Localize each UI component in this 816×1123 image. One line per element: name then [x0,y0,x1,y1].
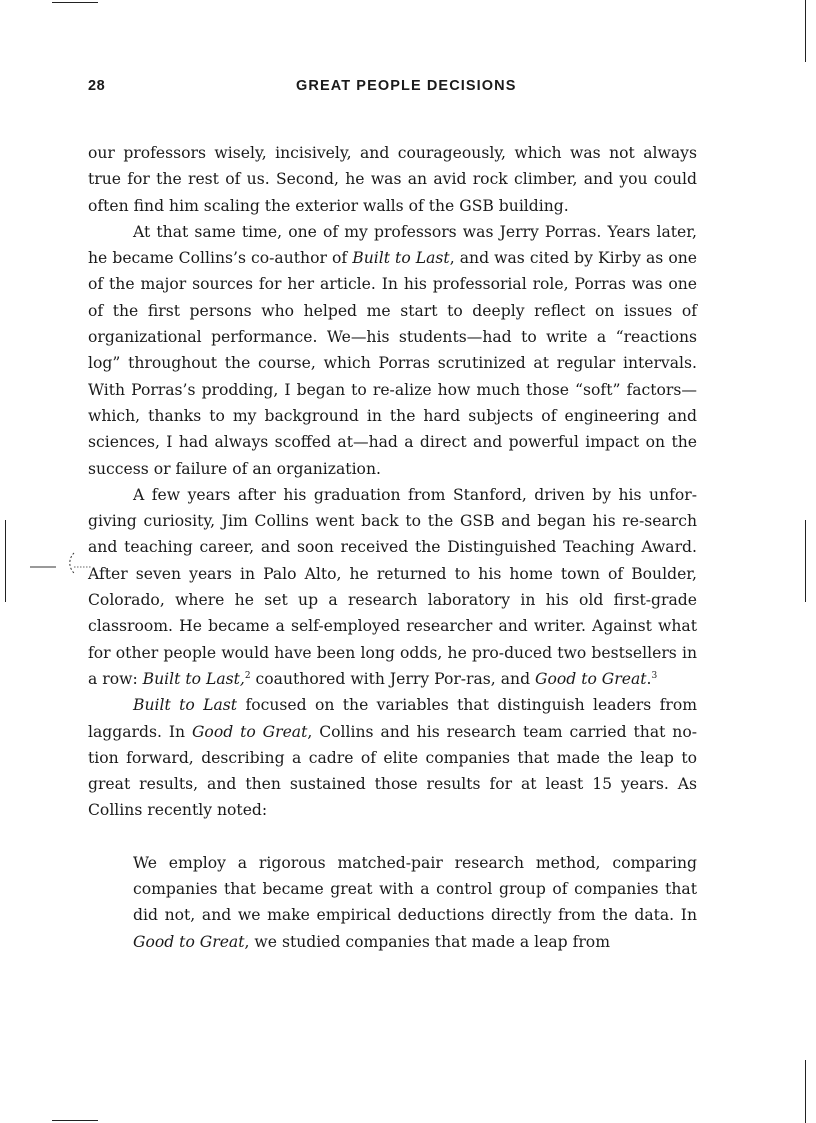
quote-text: We employ a rigorous matched-pair research method, comparing companies that became great with a control group of companies that did not, and we make empirical deductions directly from the data. In [133,853,697,925]
paragraph-2-text: At that same time, one of my professors was Jerry Porras. Years later, he became Collins’s co-author of [88,222,697,268]
quote-paragraph [133,850,697,955]
registration-mark-icon [30,548,92,578]
crop-mark-right-middle [805,520,806,602]
paragraph-3-text: A few years after his graduation from Stanford, driven by his unfor-giving curiosity, Jim Collins went back to the GSB and began his re-search and teaching career, and soon received the Distinguished Teaching Award. After seven years in Palo Alto, he returned to his home town of Boulder, Colorado, where he set up a research laboratory in his old first-grade classroom. He became a self-employed researcher and writer. Against what for other people would have been long odds, he pro-duced two bestsellers in a row: [88,485,697,688]
paragraph-4 [88,692,697,823]
footnote-ref: 3 [651,670,658,681]
block-quote [133,850,697,955]
body-text [88,140,697,955]
crop-mark-top-right [805,0,806,62]
footnote-ref: 2 [244,670,251,681]
book-title: GREAT PEOPLE DECISIONS [296,78,517,94]
page-number: 28 [88,78,106,94]
paragraph-3-text: . [646,669,652,688]
book-title-italic: Good to Great [133,932,245,951]
crop-mark-left-middle [5,520,6,602]
paragraph-3 [88,482,697,692]
crop-mark-top [52,2,98,3]
book-title-italic: Good to Great [191,722,308,741]
paragraph-2-text: , and was cited by Kirby as one of the major sources for her article. In his professorial role, Porras was one of the first persons who helped me start to deeply reflect on issues of organizational performance. We—his students—had to write a “reactions log” throughout the course, which Porras scrutinized at regular intervals. With Porras’s prodding, I began to re-alize how much those “soft” factors—which, thanks to my background in the hard subjects of engineering and sciences, I had always scoffed at—had a direct and powerful impact on the success or failure of an organization. [88,249,698,478]
book-title-italic: Built to Last, [142,669,245,688]
paragraph-4-text: focused on the variables that distinguish leaders from laggards. In [88,696,698,741]
book-title-italic: Good to Great [535,669,647,688]
book-title-italic: Built to Last [352,249,450,268]
paragraph-4-text: , Collins and his research team carried that no-tion forward, describing a cadre of elite companies that made the leap to great results, and then sustained those results for at least 15 years. As Collins recently noted: [88,722,697,820]
crop-mark-bottom-right [805,1060,806,1123]
running-head [88,78,698,100]
crop-mark-bottom [52,1120,98,1121]
paragraph-1: our professors wisely, incisively, and courageously, which was not always true for the rest of us. Second, he was an avid rock climber, and you could often find him scaling the exterior walls of the GSB building. [88,144,697,215]
paragraph-2 [88,219,697,482]
paragraph-3-text: coauthored with Jerry Por-ras, and [250,669,536,688]
quote-text: , we studied companies that made a leap from [244,932,610,951]
book-title-italic: Built to Last [133,696,238,715]
